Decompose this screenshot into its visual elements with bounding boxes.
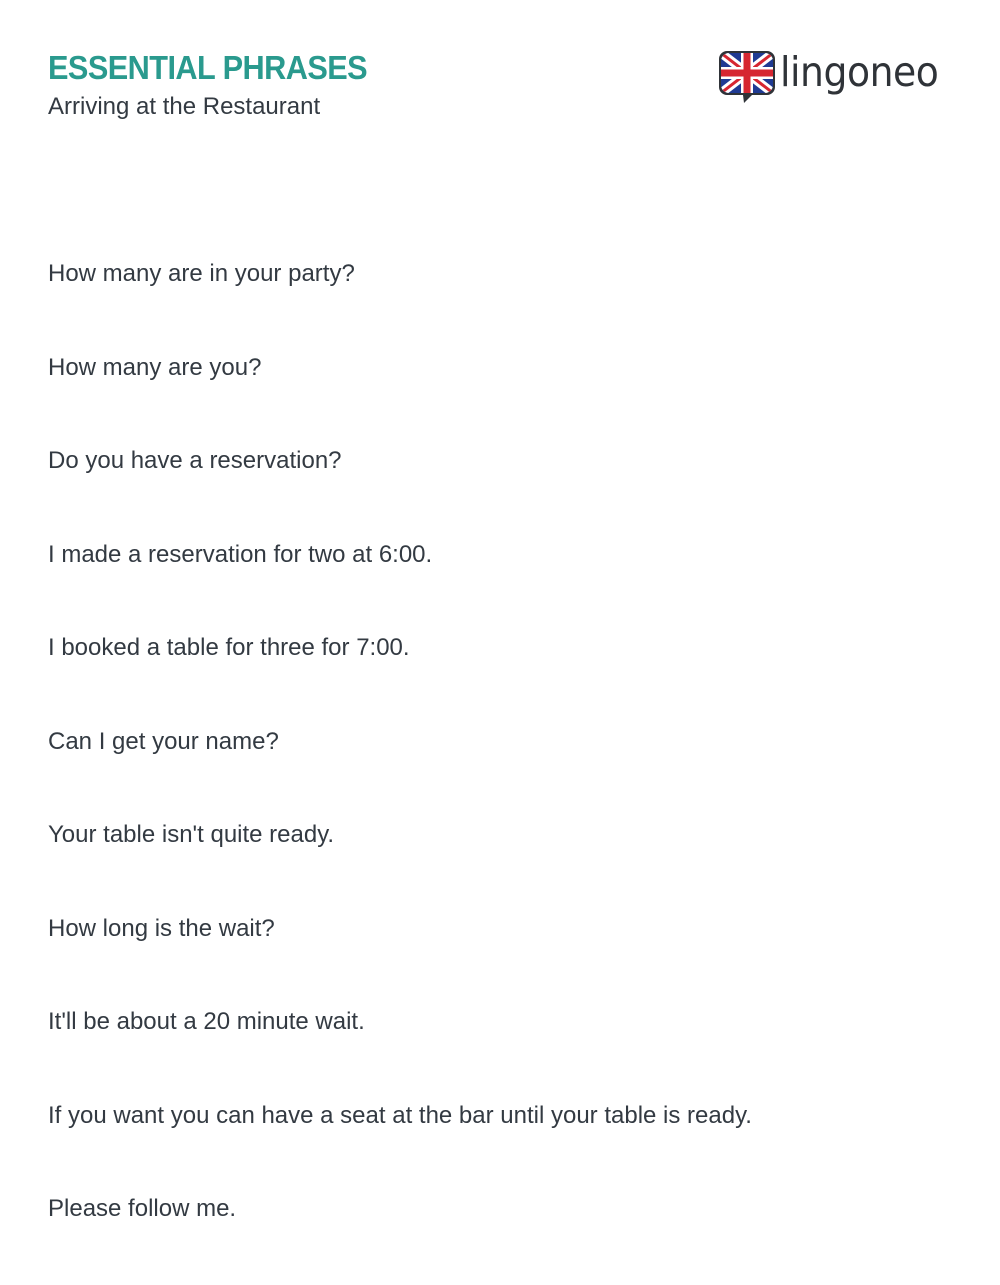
phrase-item: Do you have a reservation? bbox=[48, 447, 342, 474]
page-title: ESSENTIAL PHRASES bbox=[48, 49, 368, 86]
phrase-item: How many are in your party? bbox=[48, 260, 355, 287]
phrase-item: I booked a table for three for 7:00. bbox=[48, 634, 410, 661]
phrase-item: If you want you can have a seat at the bar until your table is ready. bbox=[48, 1101, 752, 1129]
phrase-item: It'll be about a 20 minute wait. bbox=[48, 1008, 365, 1035]
phrase-item: How long is the wait? bbox=[48, 914, 275, 942]
uk-flag-speech-bubble-icon bbox=[718, 50, 776, 104]
phrase-item: Please follow me. bbox=[48, 1195, 237, 1222]
lingoneo-logo bbox=[718, 50, 952, 106]
phrase-item: Can I get your name? bbox=[48, 727, 279, 755]
phrase-item: How many are you? bbox=[48, 353, 262, 381]
phrase-item: Your table isn't quite ready. bbox=[48, 821, 335, 848]
phrase-item: I made a reservation for two at 6:00. bbox=[48, 540, 433, 568]
page-header bbox=[48, 46, 952, 136]
page-subtitle: Arriving at the Restaurant bbox=[48, 93, 321, 120]
phrase-list bbox=[48, 256, 752, 1285]
logo-wordmark: lingoneo bbox=[779, 48, 939, 96]
